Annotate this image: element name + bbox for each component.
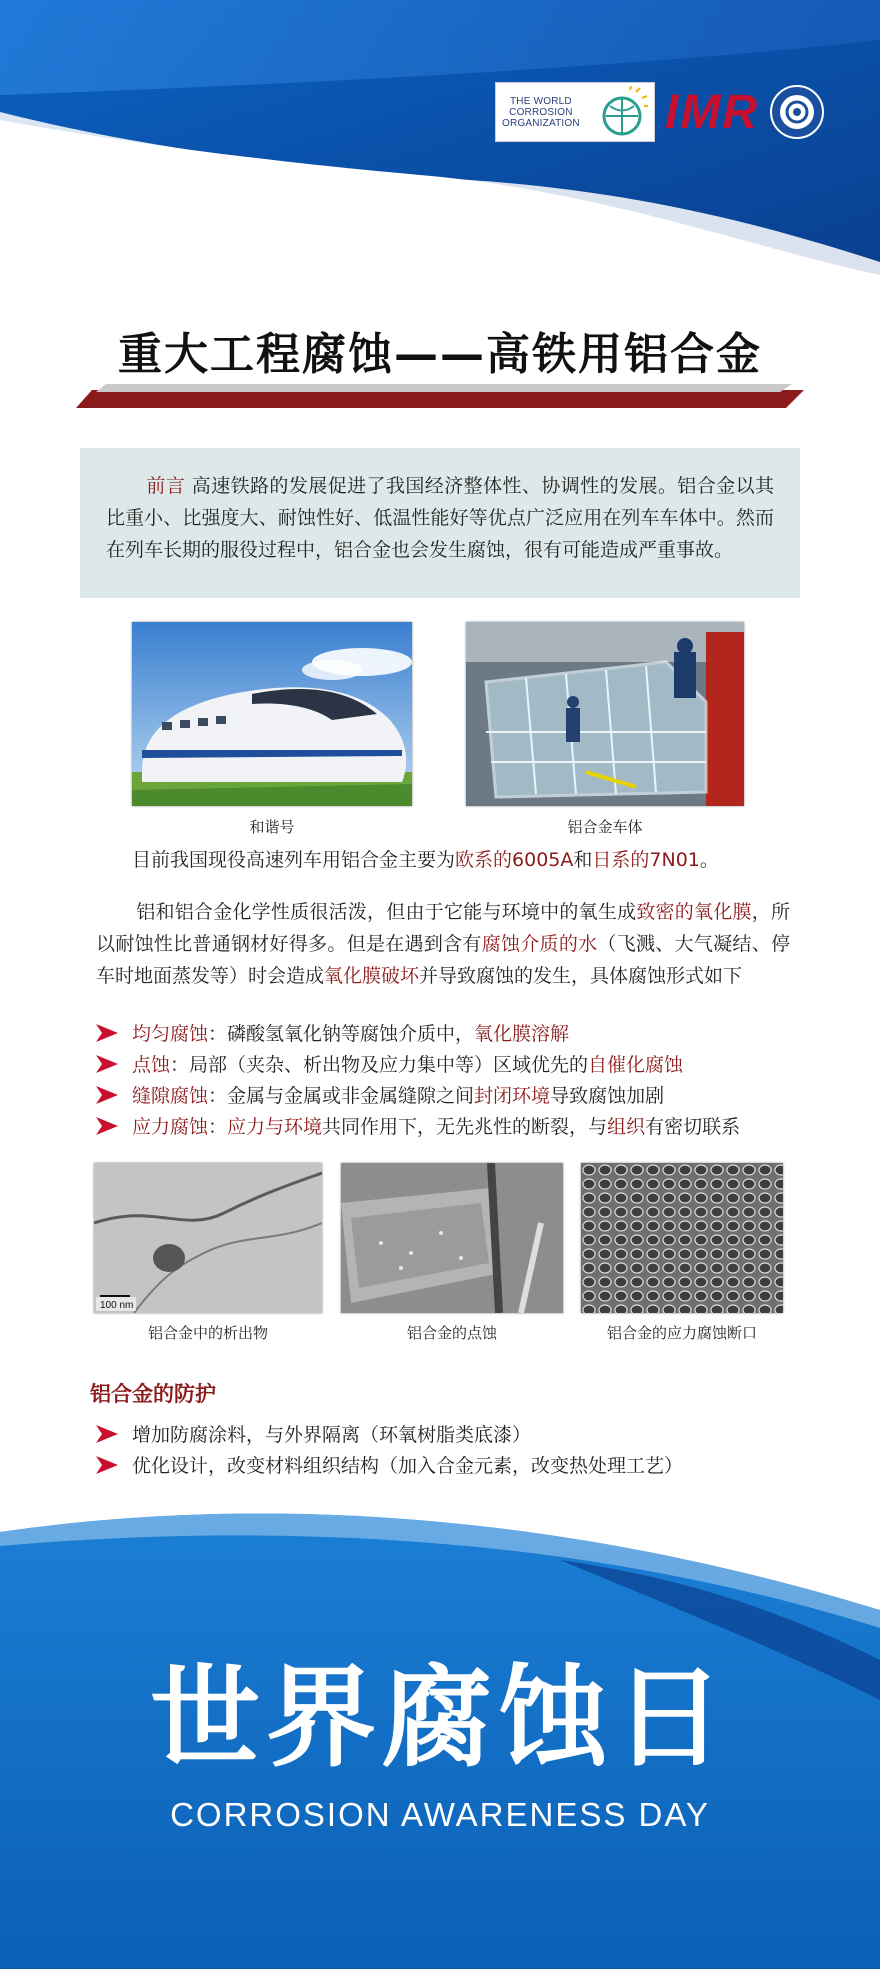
cas-emblem-icon bbox=[769, 84, 825, 140]
wco-logo-line: THE WORLD bbox=[510, 95, 572, 107]
corrosion-type-name: 应力腐蚀 bbox=[132, 1116, 209, 1138]
micrograph-caption: 铝合金的点蚀 bbox=[406, 1324, 497, 1342]
imr-logo bbox=[665, 85, 759, 140]
aluminum-body-photo bbox=[466, 622, 744, 806]
bullet-arrow-icon bbox=[96, 1024, 118, 1042]
micrograph-caption: 铝合金的应力腐蚀断口 bbox=[606, 1324, 757, 1342]
chem-text: （飞溅、大气凝结、停车时地面蒸发等）时会造成 bbox=[96, 933, 790, 987]
list-item bbox=[96, 1079, 816, 1110]
protection-list bbox=[96, 1418, 816, 1480]
precipitate-micrograph bbox=[94, 1163, 322, 1313]
footer-title-en: CORROSION AWARENESS DAY bbox=[170, 1796, 710, 1833]
protection-item-text: 优化设计，改变材料组织结构（加入合金元素，改变热处理工艺） bbox=[132, 1455, 684, 1477]
corrosion-type-name: 点蚀 bbox=[132, 1054, 171, 1076]
wco-logo-line: ORGANIZATION bbox=[502, 117, 580, 129]
corrosion-type-text: 局部（夹杂、析出物及应力集中等）区域优先的 bbox=[189, 1054, 589, 1076]
header-wave-band bbox=[0, 0, 880, 290]
pitting-micrograph bbox=[341, 1163, 563, 1313]
main-alloys-japan: 日系的7N01 bbox=[592, 849, 700, 871]
corrosion-type-tail: 导致腐蚀加剧 bbox=[550, 1085, 665, 1107]
scale-bar-label: 100 nm bbox=[100, 1300, 134, 1311]
micrograph-caption: 铝合金中的析出物 bbox=[147, 1324, 268, 1342]
corrosion-type-highlight: 组织 bbox=[607, 1116, 646, 1138]
corrosion-type-highlight: 自催化腐蚀 bbox=[588, 1054, 684, 1076]
bullet-arrow-icon bbox=[96, 1425, 118, 1443]
corrosion-type-name: 缝隙腐蚀 bbox=[132, 1085, 209, 1107]
corrosion-type-text: 金属与金属或非金属缝隙之间 bbox=[227, 1085, 475, 1107]
intro-box bbox=[80, 448, 800, 598]
corrosion-type-list bbox=[96, 1017, 816, 1141]
chemistry-paragraph bbox=[96, 896, 790, 992]
bullet-arrow-icon bbox=[96, 1456, 118, 1474]
title-underline-bar bbox=[76, 384, 804, 412]
list-item bbox=[96, 1017, 816, 1048]
protection-item-text: 增加防腐涂料，与外界隔离（环氧树脂类底漆） bbox=[132, 1424, 532, 1446]
wco-logo bbox=[495, 82, 655, 142]
main-alloys-prefix: 目前我国现役高速列车用铝合金主要为 bbox=[132, 849, 456, 871]
bullet-arrow-icon bbox=[96, 1117, 118, 1135]
train-caption: 和谐号 bbox=[249, 818, 295, 836]
wco-globe-icon bbox=[596, 86, 648, 138]
corrosion-type-highlight: 封闭环境 bbox=[474, 1085, 551, 1107]
corrosion-type-sep: ： bbox=[208, 1116, 228, 1138]
corrosion-type-tail: 有密切联系 bbox=[645, 1116, 741, 1138]
list-item bbox=[96, 1449, 816, 1480]
chem-highlight: 致密的氧化膜 bbox=[636, 901, 752, 923]
wco-logo-line: CORROSION bbox=[509, 106, 573, 118]
corrosion-type-sep: ： bbox=[208, 1023, 228, 1045]
corrosion-type-tail: 共同作用下，无先兆性的断裂，与 bbox=[322, 1116, 608, 1138]
chem-text: 铝和铝合金化学性质很活泼，但由于它能与环境中的氧生成 bbox=[136, 901, 637, 923]
main-alloys-line bbox=[132, 844, 812, 876]
stress-fracture-micrograph bbox=[581, 1163, 783, 1313]
imr-logo-text: IMR bbox=[665, 85, 759, 139]
corrosion-type-text: 磷酸氢氧化钠等腐蚀介质中， bbox=[227, 1023, 475, 1045]
train-photo bbox=[132, 622, 412, 806]
list-item bbox=[96, 1048, 816, 1079]
main-alloys-suffix: 。 bbox=[699, 849, 719, 871]
intro-text: 高速铁路的发展促进了我国经济整体性、协调性的发展。铝合金以其比重小、比强度大、耐蚀性好、低温性能好等优点广泛应用在列车车体中。然而在列车长期的服役过程中，铝合金也会发生腐蚀，很有可能造成严重事故。 bbox=[106, 475, 774, 561]
corrosion-type-sep: ： bbox=[170, 1054, 190, 1076]
protection-title: 铝合金的防护 bbox=[90, 1382, 216, 1406]
footer-title-cn: 世界腐蚀日 bbox=[150, 1654, 730, 1782]
corrosion-type-sep: ： bbox=[208, 1085, 228, 1107]
intro-lead: 前言 bbox=[146, 475, 186, 497]
chem-text: 并导致腐蚀的发生，具体腐蚀形式如下 bbox=[419, 965, 743, 987]
list-item bbox=[96, 1110, 816, 1141]
chem-highlight: 腐蚀介质的水 bbox=[481, 933, 598, 955]
corrosion-type-highlight: 氧化膜溶解 bbox=[474, 1023, 570, 1045]
bullet-arrow-icon bbox=[96, 1055, 118, 1073]
page-title: 重大工程腐蚀——高铁用铝合金 bbox=[118, 329, 762, 380]
logo-group bbox=[495, 82, 825, 142]
bullet-arrow-icon bbox=[96, 1086, 118, 1104]
list-item bbox=[96, 1418, 816, 1449]
chem-highlight: 氧化膜破坏 bbox=[324, 965, 420, 987]
main-alloys-and: 和 bbox=[573, 849, 593, 871]
chem-text: ，所以耐蚀性比普通钢材好得多。但是在遇到含有 bbox=[96, 901, 790, 955]
body-caption: 铝合金车体 bbox=[567, 818, 643, 836]
corrosion-type-name: 均匀腐蚀 bbox=[132, 1023, 209, 1045]
corrosion-type-highlight: 应力与环境 bbox=[227, 1116, 323, 1138]
main-alloys-europe: 欧系的6005A bbox=[455, 849, 574, 871]
